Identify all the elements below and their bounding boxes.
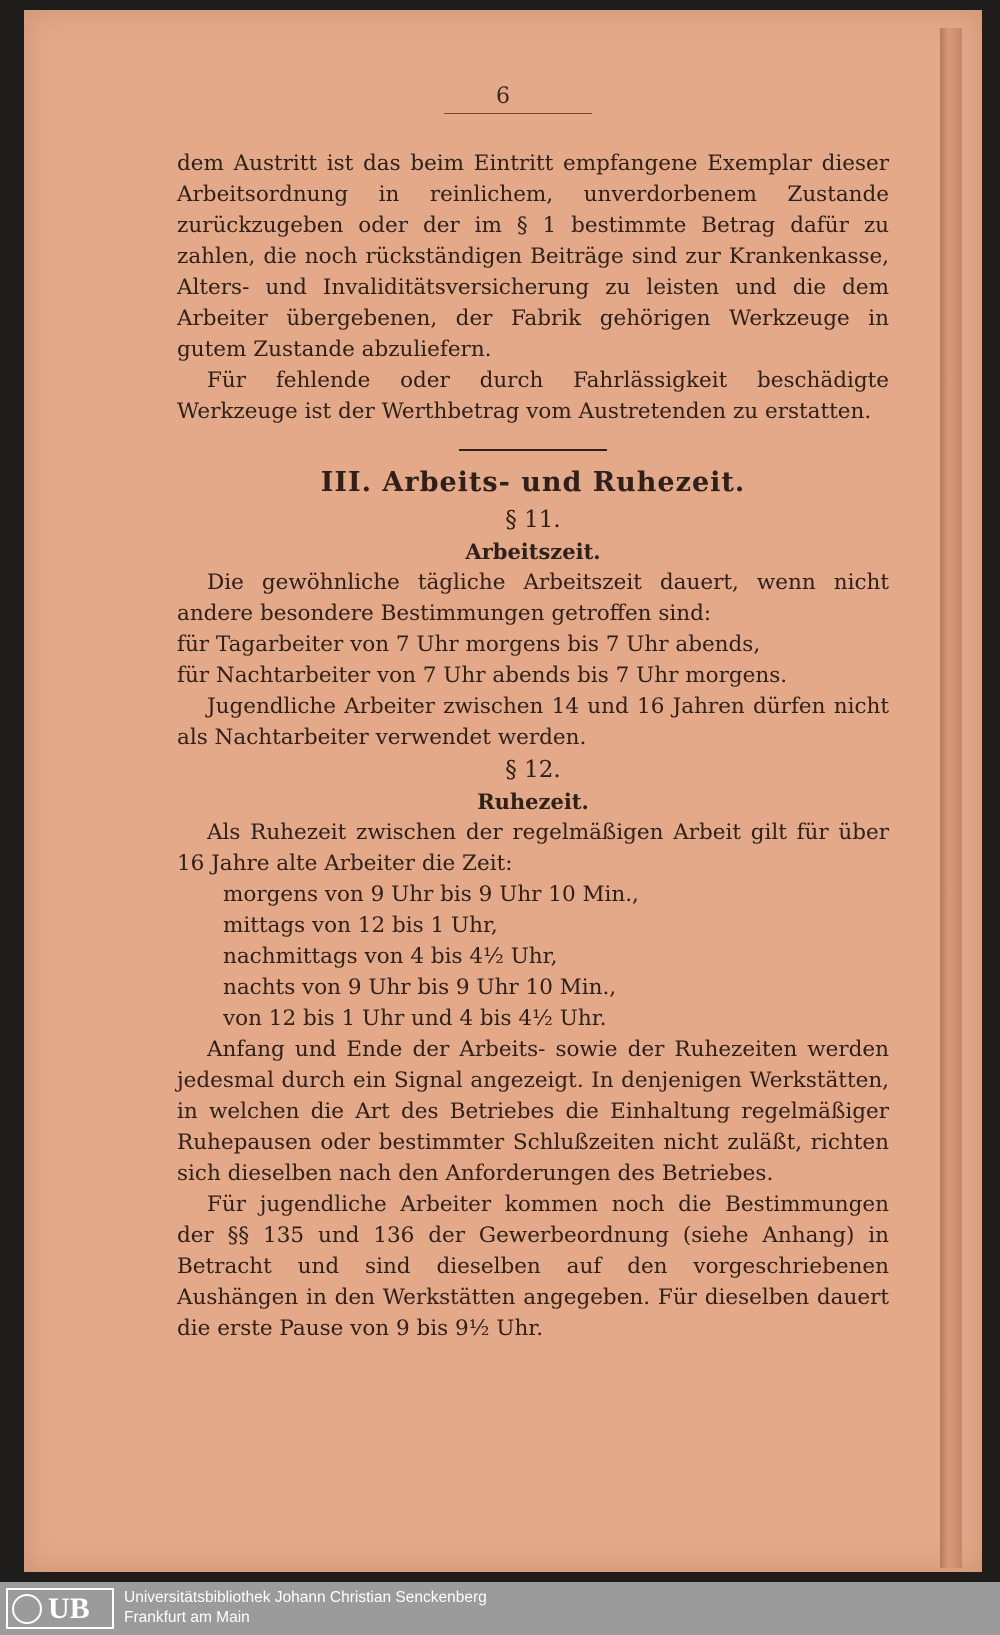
library-name-line-2: Frankfurt am Main [124,1609,250,1626]
rest-time-item: nachts von 9 Uhr bis 9 Uhr 10 Min., [223,975,617,1000]
rest-time-item: mittags von 12 bis 1 Uhr, [223,913,498,938]
s12-paragraph-1: Als Ruhezeit zwischen der regelmäßigen Arbeit gilt für über 16 Jahre alte Arbeiter die Zeit: [177,820,889,876]
library-footer [0,1582,1000,1635]
subheading-ruhezeit: Ruhezeit. [477,789,589,814]
rest-time-item: morgens von 9 Uhr bis 9 Uhr 10 Min., [223,882,639,907]
s12-paragraph-2: Anfang und Ende der Arbeits- sowie der Ruhezeiten werden jedesmal durch ein Signal angezeigt. In denjenigen Werkstätten, in welchen die Art des Betriebes die Einhaltung regelmäßiger Ruhepausen oder bestimmter Schlußzeiten nicht zuläßt, richten sich dieselben nach den Anforderungen des Betriebes. [177,1037,889,1186]
page-edge [940,28,962,1568]
page-text [177,148,889,1344]
section-heading: III. Arbeits- und Ruhezeit. [320,467,746,498]
page-number-rule [444,113,592,114]
page-number: 6 [496,84,510,109]
intro-paragraph-2: Für fehlende oder durch Fahrlässigkeit beschädigte Werkzeuge ist der Werthbetrag vom Austretenden zu erstatten. [177,368,889,424]
section-divider [459,449,607,451]
library-name [124,1588,487,1628]
subheading-arbeitszeit: Arbeitszeit. [465,539,601,564]
logo-text: UB [48,1592,90,1625]
library-logo[interactable] [6,1588,114,1629]
seal-icon [12,1594,42,1624]
intro-paragraph-1: dem Austritt ist das beim Eintritt empfangene Exemplar dieser Arbeitsordnung in reinlichem, unverdorbenem Zustande zurückzugeben oder der im § 1 bestimmte Betrag dafür zu zahlen, die noch rückständigen Beiträge sind zur Krankenkasse, Alters- und Invaliditätsversicherung zu leisten und die dem Arbeiter übergebenen, der Fabrik gehörigen Werkzeuge in gutem Zustande abzuliefern. [177,151,889,362]
s11-day-shift: für Tagarbeiter von 7 Uhr morgens bis 7 Uhr abends, [177,632,761,657]
s11-paragraph-1: Die gewöhnliche tägliche Arbeitszeit dauert, wenn nicht andere besondere Bestimmungen getroffen sind: [177,570,889,626]
s11-night-shift: für Nachtarbeiter von 7 Uhr abends bis 7 Uhr morgens. [177,663,788,688]
book-page [24,10,982,1572]
paragraph-sign-12: § 12. [505,757,561,783]
rest-time-item: von 12 bis 1 Uhr und 4 bis 4½ Uhr. [223,1006,607,1031]
paragraph-sign-11: § 11. [505,507,561,533]
rest-times-list [177,879,889,1034]
rest-time-item: nachmittags von 4 bis 4½ Uhr, [223,944,558,969]
library-name-line-1: Universitätsbibliothek Johann Christian Senckenberg [124,1589,487,1606]
s11-paragraph-2: Jugendliche Arbeiter zwischen 14 und 16 Jahren dürfen nicht als Nachtarbeiter verwendet werden. [177,694,889,750]
s12-paragraph-3: Für jugendliche Arbeiter kommen noch die Bestimmungen der §§ 135 und 136 der Gewerbeordnung (siehe Anhang) in Betracht und sind dieselben auf den vorgeschriebenen Aushängen in den Werkstätten angegeben. Für dieselben dauert die erste Pause von 9 bis 9½ Uhr. [177,1192,889,1341]
